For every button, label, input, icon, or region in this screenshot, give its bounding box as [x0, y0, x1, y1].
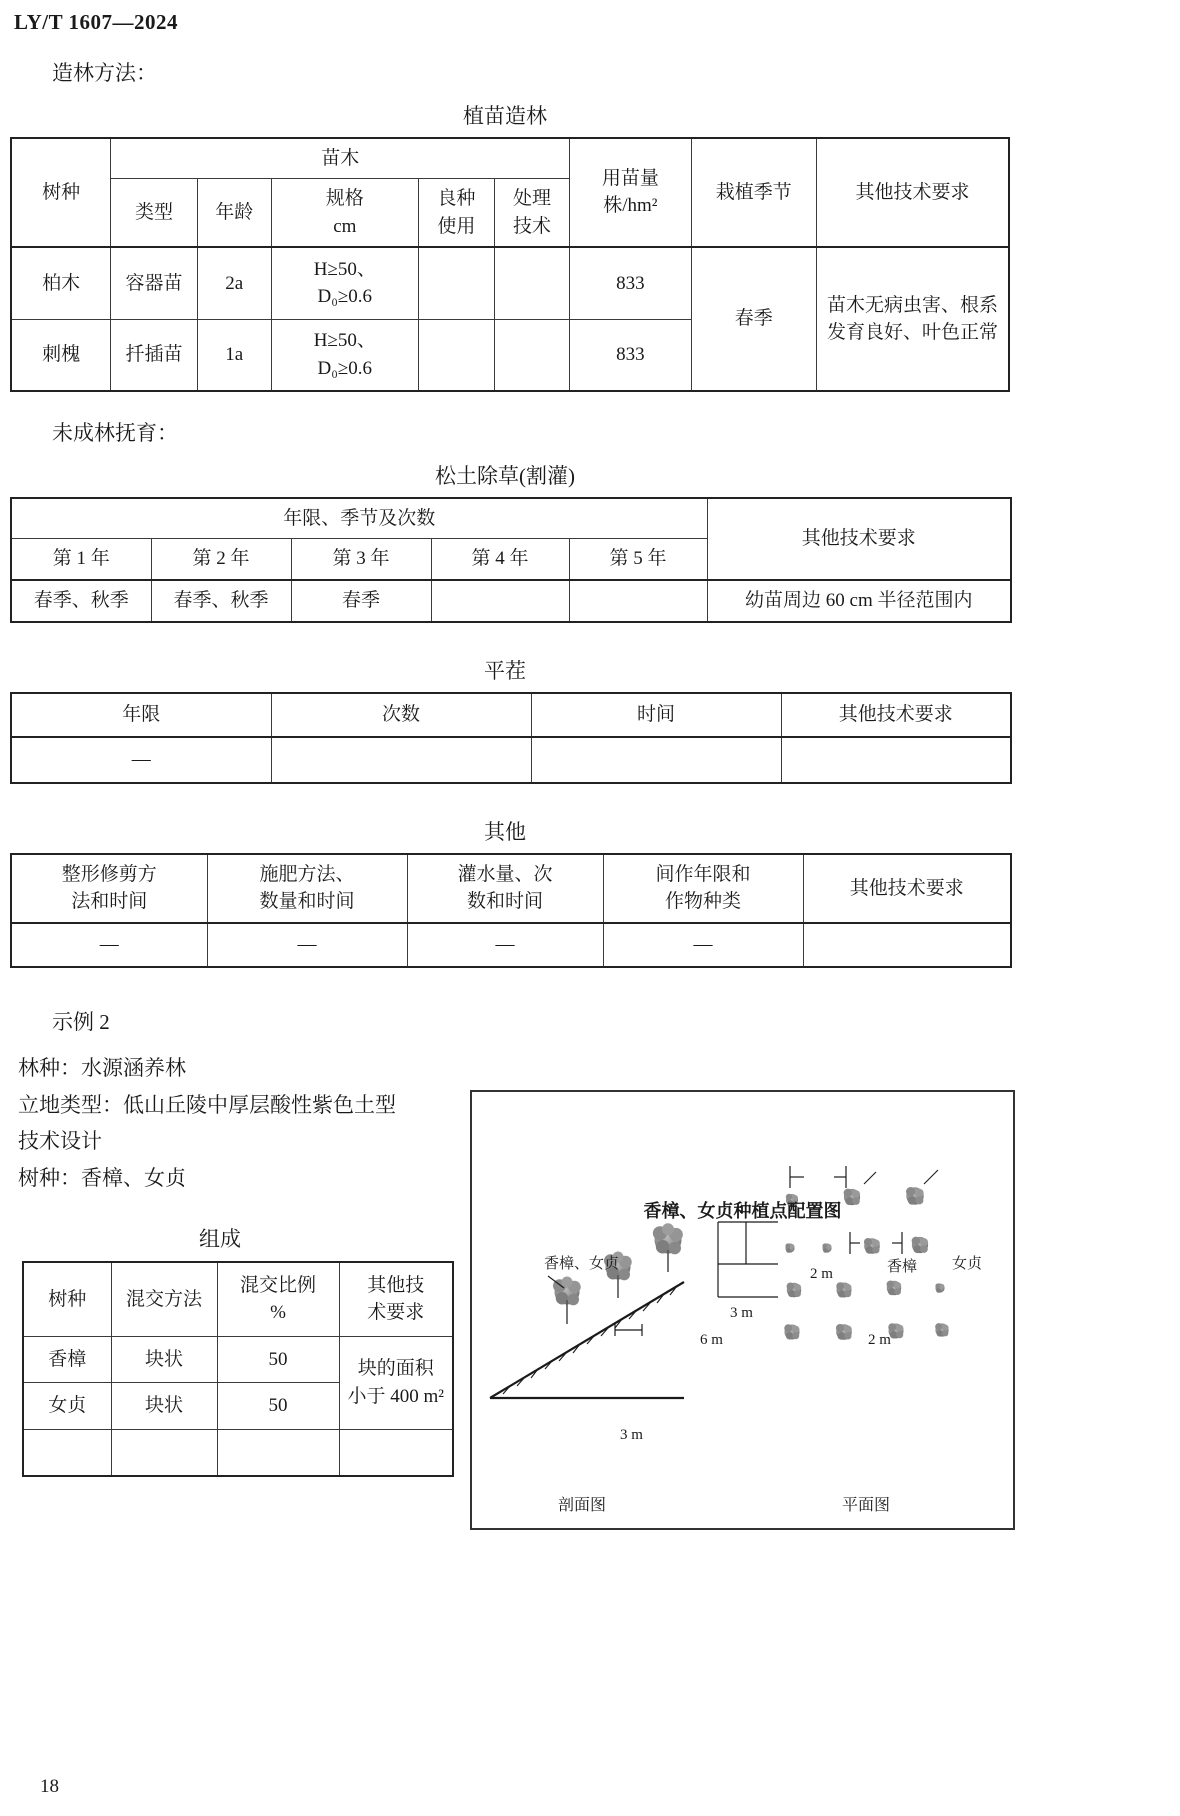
th-coppicing-count: 次数: [271, 693, 531, 737]
td-type: 扦插苗: [111, 319, 197, 391]
th-irrigation-line1: 灌水量、次: [457, 863, 553, 885]
label-young-forest-tending: 未成林抚育：: [52, 421, 178, 446]
td-spec-line2: D₀≥0.6: [317, 357, 373, 379]
td-comp-other-line1: 块的面积: [357, 1358, 434, 1380]
table-row-header: [11, 498, 1011, 539]
table-row: [11, 247, 1009, 319]
figure-planting-layout: [470, 1090, 1015, 1530]
td-year-2: 春季、秋季: [151, 580, 291, 622]
th-irrigation-line2: 数和时间: [466, 891, 543, 913]
th-quantity: [570, 138, 691, 248]
td-treatment: [494, 247, 569, 319]
th-season: 栽植季节: [691, 138, 817, 248]
th-spec: [271, 179, 418, 248]
td-intercropping: —: [603, 923, 803, 967]
td-other-merged: [817, 247, 1009, 391]
table-planting-afforestation: [10, 137, 1010, 393]
table-coppicing: [10, 692, 1012, 784]
th-comp-other-line1: 其他技: [367, 1274, 425, 1296]
page-number: 18: [40, 1776, 59, 1797]
th-treatment-line1: 处理: [513, 188, 552, 210]
td-comp-other: [339, 1430, 453, 1476]
th-other: 其他技术要求: [817, 138, 1009, 248]
table-other-measures: [10, 853, 1012, 968]
td-type: 容器苗: [111, 247, 197, 319]
th-improved-seed: [418, 179, 494, 248]
th-year-1: 第 1 年: [11, 539, 151, 580]
th-fertilizing: [207, 854, 407, 923]
th-intercropping-line2: 作物种类: [664, 891, 741, 913]
td-comp-method: 块状: [111, 1336, 217, 1383]
td-year-3: 春季: [291, 580, 431, 622]
th-improved-line2: 使用: [437, 215, 476, 237]
th-weeding-other: 其他技术要求: [707, 498, 1011, 580]
td-other-req: [803, 923, 1011, 967]
td-comp-ratio: 50: [217, 1336, 339, 1383]
th-other-req: 其他技术要求: [803, 854, 1011, 923]
td-age: 1a: [197, 319, 271, 391]
th-quantity-line2: 株/hm²: [603, 195, 658, 217]
td-quantity: 833: [570, 247, 691, 319]
th-treatment-line2: 技术: [513, 215, 552, 237]
table-row: [11, 580, 1011, 622]
td-comp-other-line2: 小于 400 m²: [347, 1385, 444, 1407]
section-view-group: [490, 1223, 684, 1398]
td-spec-line2: D₀≥0.6: [317, 286, 373, 308]
table-row: [23, 1336, 453, 1383]
caption-composition-table: 组成: [199, 1226, 241, 1251]
th-pruning-line2: 法和时间: [71, 891, 148, 913]
td-year-4: [431, 580, 569, 622]
example-text-lines: [18, 1050, 470, 1197]
td-comp-ratio: [217, 1430, 339, 1476]
th-species: 树种: [11, 138, 111, 248]
th-seedling-group: 苗木: [111, 138, 570, 179]
example-title: 示例 2: [52, 1009, 110, 1034]
caption-planting-table: 植苗造林: [463, 103, 547, 128]
td-coppicing-time: [531, 737, 781, 783]
caption-coppicing-table: 平茬: [484, 658, 526, 683]
figure-label-plan-species-a: 香樟: [887, 1258, 918, 1275]
td-comp-ratio: 50: [217, 1383, 339, 1430]
table-row: [11, 923, 1011, 967]
td-comp-species: 女贞: [23, 1383, 111, 1430]
th-pruning-line1: 整形修剪方: [61, 863, 157, 885]
figure-label-plan-dim-top: 2 m: [810, 1265, 833, 1282]
table-row-header: [11, 854, 1011, 923]
td-other-line1: 苗木无病虫害、根系: [827, 294, 999, 316]
table-row: [11, 737, 1011, 783]
example-line-tech-design: 技术设计: [18, 1129, 102, 1154]
td-comp-method: [111, 1430, 217, 1476]
th-intercropping: [603, 854, 803, 923]
figure-label-plan-view: 平面图: [842, 1496, 891, 1514]
table-row: [23, 1430, 453, 1476]
td-species: 柏木: [11, 247, 111, 319]
table-row-header: [23, 1262, 453, 1337]
figure-label-plan-dim-mid: 2 m: [868, 1331, 891, 1348]
figure-label-plan-dim-left-b: 6 m: [700, 1331, 723, 1348]
td-spec: [271, 319, 418, 391]
td-year-1: 春季、秋季: [11, 580, 151, 622]
example-line-site-type: 立地类型：低山丘陵中厚层酸性紫色土型: [18, 1092, 396, 1117]
table-weeding: [10, 497, 1012, 623]
figure-label-section-callout: 香樟、女贞: [544, 1255, 620, 1272]
example-left-column: [0, 1050, 470, 1477]
th-fertilizing-line1: 施肥方法、: [259, 863, 355, 885]
th-comp-method: 混交方法: [111, 1262, 217, 1337]
example-line-forest-type: 林种：水源涵养林: [18, 1055, 186, 1080]
th-spec-line1: 规格: [325, 188, 364, 210]
td-coppicing-other: [781, 737, 1011, 783]
page-content: [0, 58, 1180, 1530]
th-spec-unit: cm: [333, 215, 357, 237]
th-year-2: 第 2 年: [151, 539, 291, 580]
th-improved-line1: 良种: [437, 188, 476, 210]
th-treatment: [494, 179, 569, 248]
th-year-5: 第 5 年: [569, 539, 707, 580]
th-year-4: 第 4 年: [431, 539, 569, 580]
th-coppicing-other: 其他技术要求: [781, 693, 1011, 737]
th-year-3: 第 3 年: [291, 539, 431, 580]
th-irrigation: [407, 854, 603, 923]
td-year-5: [569, 580, 707, 622]
th-comp-ratio-line1: 混交比例: [239, 1274, 316, 1296]
td-treatment: [494, 319, 569, 391]
th-comp-ratio-line2: %: [270, 1302, 286, 1324]
td-coppicing-years: —: [11, 737, 271, 783]
td-comp-species: 香樟: [23, 1336, 111, 1383]
td-spec: [271, 247, 418, 319]
th-weeding-group: 年限、季节及次数: [11, 498, 707, 539]
figure-label-plan-dim-left-a: 3 m: [730, 1304, 753, 1321]
td-coppicing-count: [271, 737, 531, 783]
th-comp-species: 树种: [23, 1262, 111, 1337]
figure-label-section-dim: 3 m: [620, 1426, 643, 1443]
th-intercropping-line1: 间作年限和: [655, 863, 751, 885]
example-body: [0, 1050, 1180, 1530]
figure-label-section-view: 剖面图: [558, 1496, 607, 1514]
td-spec-line1: H≥50、: [313, 258, 376, 280]
td-quantity: 833: [570, 319, 691, 391]
running-head-standard-code: LY/T 1607—2024: [14, 10, 178, 34]
td-pruning: —: [11, 923, 207, 967]
th-coppicing-years: 年限: [11, 693, 271, 737]
td-age: 2a: [197, 247, 271, 319]
figure-label-plan-species-b: 女贞: [952, 1255, 983, 1272]
th-comp-other: [339, 1262, 453, 1337]
th-pruning: [11, 854, 207, 923]
td-improved: [418, 319, 494, 391]
table-composition: [22, 1261, 454, 1477]
td-fertilizing: —: [207, 923, 407, 967]
th-comp-ratio: [217, 1262, 339, 1337]
td-improved: [418, 247, 494, 319]
td-spec-line1: H≥50、: [313, 330, 376, 352]
th-quantity-line1: 用苗量: [601, 167, 659, 189]
td-season-merged: 春季: [691, 247, 817, 391]
td-other-line2: 发育良好、叶色正常: [827, 322, 999, 344]
td-species: 刺槐: [11, 319, 111, 391]
caption-other-table: 其他: [484, 819, 526, 844]
th-type: 类型: [111, 179, 197, 248]
label-afforestation-method: 造林方法：: [52, 61, 157, 85]
td-comp-method: 块状: [111, 1383, 217, 1430]
table-row-header: [11, 138, 1009, 179]
figure-title: 香樟、女贞种植点配置图: [643, 1200, 842, 1221]
th-comp-other-line2: 术要求: [367, 1302, 425, 1324]
example-line-species: 树种：香樟、女贞: [18, 1166, 186, 1191]
td-comp-species: [23, 1430, 111, 1476]
example-right-column: [470, 1090, 1030, 1530]
td-irrigation: —: [407, 923, 603, 967]
table-row-header: [11, 693, 1011, 737]
td-weeding-other: 幼苗周边 60 cm 半径范围内: [707, 580, 1011, 622]
caption-weeding-table: 松土除草(割灌): [435, 463, 575, 488]
th-coppicing-time: 时间: [531, 693, 781, 737]
th-age: 年龄: [197, 179, 271, 248]
th-fertilizing-line2: 数量和时间: [259, 891, 355, 913]
td-comp-other-merged: [339, 1336, 453, 1429]
